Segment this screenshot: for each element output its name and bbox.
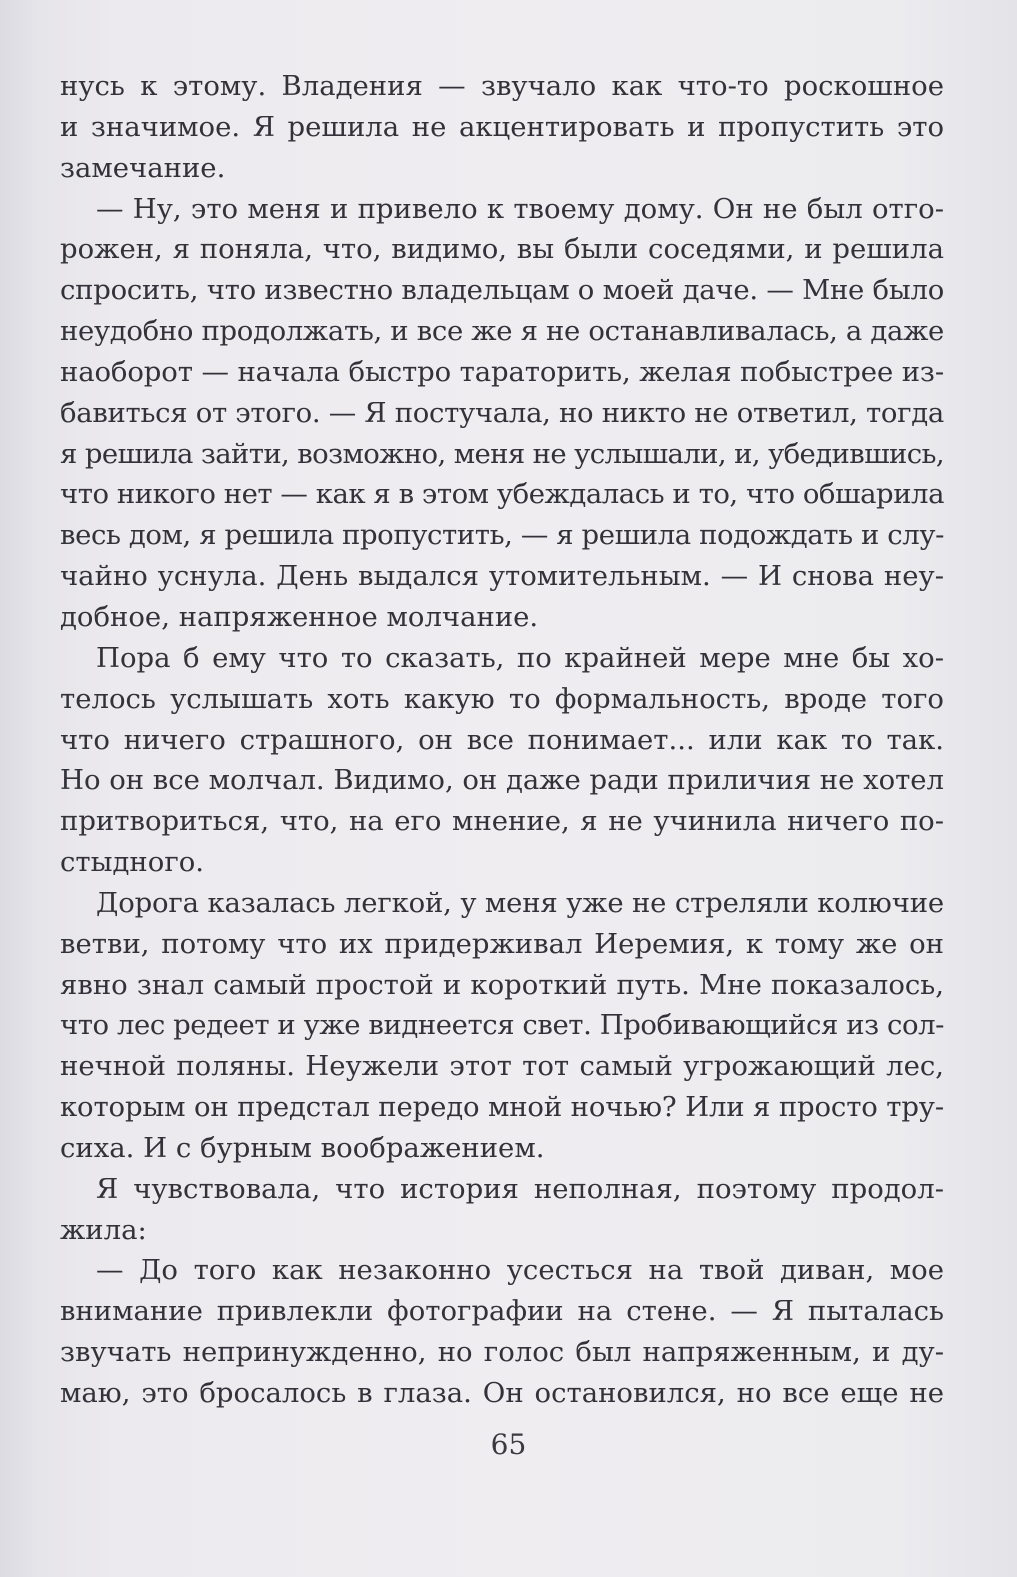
text-line: чайно уснула. День выдался утомительным. — И снова неу-	[60, 560, 944, 593]
text-line: рожен, я поняла, что, видимо, вы были соседями, и решила	[60, 233, 944, 266]
text-line: притвориться, что, на его мнение, я не учинила ничего по-	[60, 805, 944, 838]
text-line: сиха. И с бурным воображением.	[60, 1131, 545, 1164]
page-body-text	[60, 66, 944, 1414]
text-line: телось услышать хоть какую то формальность, вроде того	[60, 682, 944, 715]
text-line: и значимое. Я решила не акцентировать и пропустить это	[60, 110, 944, 143]
text-line: бавиться от этого. — Я постучала, но никто не ответил, тогда	[60, 396, 944, 429]
page-number: 65	[490, 1428, 527, 1461]
text-line: Я чувствовала, что история неполная, поэтому продол-	[96, 1172, 944, 1205]
text-line: нусь к этому. Владения — звучало как что-то роскошное	[60, 70, 944, 102]
text-line: — До того как незаконно усесться на твой диван, мое	[96, 1254, 944, 1287]
text-line: неудобно продолжать, и все же я не останавливалась, а даже	[60, 315, 944, 348]
text-line: внимание привлекли фотографии на стене. — Я пыталась	[60, 1295, 944, 1328]
text-line: звучать непринужденно, но голос был напряженным, и ду-	[60, 1336, 944, 1369]
text-line: что ничего страшного, он все понимает... или как то так.	[60, 723, 944, 756]
text-line: стыдного.	[60, 846, 205, 879]
text-line: маю, это бросалось в глаза. Он остановился, но все еще не	[60, 1377, 944, 1409]
text-line: что никого нет — как я в этом убеждалась и то, что обшарила	[60, 478, 944, 511]
text-line: Пора б ему что то сказать, по крайней мере мне бы хо-	[96, 641, 944, 674]
text-line: замечание.	[60, 151, 226, 184]
text-line: весь дом, я решила пропустить, — я решила подождать и слу-	[60, 519, 944, 552]
text-line: Но он все молчал. Видимо, он даже ради приличия не хотел	[60, 764, 944, 797]
text-line: явно знал самый простой и короткий путь. Мне показалось,	[60, 968, 944, 1001]
text-line: наоборот — начала быстро тараторить, желая побыстрее из-	[60, 355, 944, 388]
text-line: ветви, потому что их придерживал Иеремия, к тому же он	[60, 927, 944, 960]
text-line: — Ну, это меня и привело к твоему дому. Он не был отго-	[96, 192, 944, 225]
text-line: спросить, что известно владельцам о моей даче. — Мне было	[60, 274, 944, 307]
text-line: я решила зайти, возможно, меня не услышали, и, убедившись,	[60, 437, 944, 470]
text-line: жила:	[60, 1213, 147, 1246]
text-line: которым он предстал передо мной ночью? Или я просто тру-	[60, 1091, 944, 1124]
text-line: добное, напряженное молчание.	[60, 600, 539, 633]
text-line: нечной поляны. Неужели этот тот самый угрожающий лес,	[60, 1050, 944, 1083]
text-line: Дорога казалась легкой, у меня уже не стреляли колючие	[96, 886, 944, 919]
text-line: что лес редеет и уже виднеется свет. Пробивающийся из сол-	[60, 1009, 944, 1042]
